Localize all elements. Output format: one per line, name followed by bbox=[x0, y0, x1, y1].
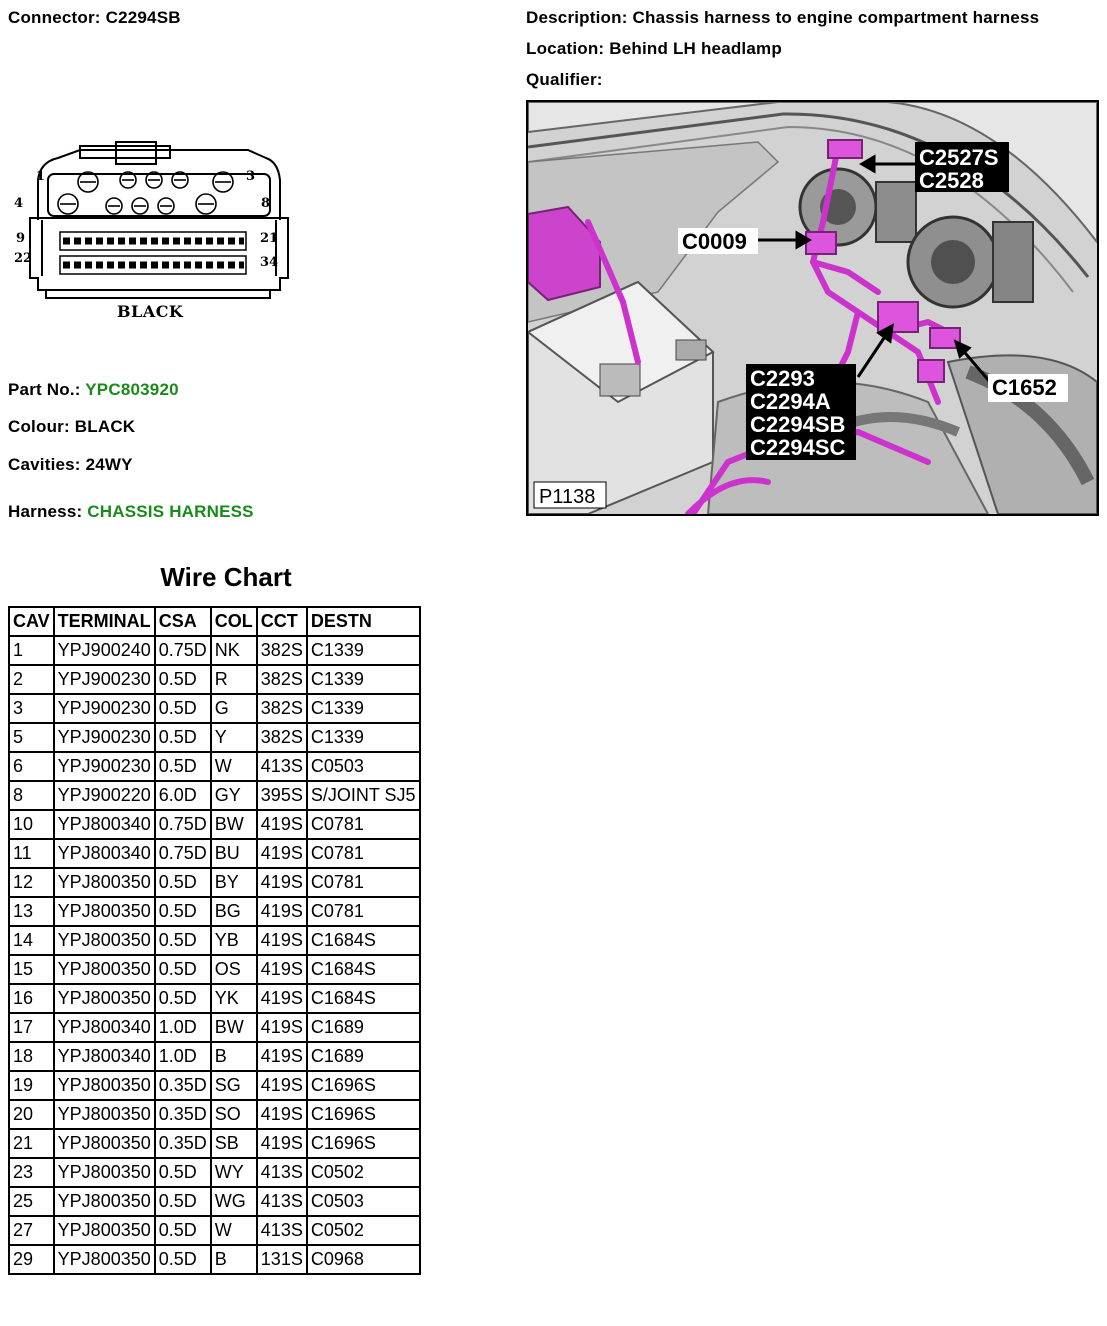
cell-col: NK bbox=[212, 637, 256, 664]
cell-destn[interactable]: C1339 bbox=[308, 666, 419, 693]
table-row bbox=[10, 956, 419, 983]
callout-c2294a: C2294A bbox=[750, 389, 831, 414]
cell-terminal: YPJ800350 bbox=[55, 1072, 154, 1099]
cell-csa: 1.0D bbox=[156, 1043, 210, 1070]
table-row bbox=[10, 1072, 419, 1099]
cell-cct: 382S bbox=[258, 724, 306, 751]
cell-terminal: YPJ900230 bbox=[55, 666, 154, 693]
cell-terminal: YPJ800350 bbox=[55, 1217, 154, 1244]
cell-csa: 0.5D bbox=[156, 869, 210, 896]
col-header-col: COL bbox=[212, 608, 256, 635]
callout-c2294sc: C2294SC bbox=[750, 435, 846, 460]
table-row bbox=[10, 811, 419, 838]
cell-terminal: YPJ900230 bbox=[55, 724, 154, 751]
cell-col: G bbox=[212, 695, 256, 722]
cell-cav: 12 bbox=[10, 869, 53, 896]
pin-label-8: 8 bbox=[261, 196, 271, 211]
cell-cav: 29 bbox=[10, 1246, 53, 1273]
cell-col: WG bbox=[212, 1188, 256, 1215]
table-row bbox=[10, 898, 419, 925]
cell-cav: 27 bbox=[10, 1217, 53, 1244]
cell-terminal: YPJ900230 bbox=[55, 695, 154, 722]
cell-cct: 419S bbox=[258, 811, 306, 838]
cell-col: B bbox=[212, 1246, 256, 1273]
callout-c2293: C2293 bbox=[750, 366, 815, 391]
cell-cct: 413S bbox=[258, 1217, 306, 1244]
cavities bbox=[8, 455, 133, 475]
description-value: Chassis harness to engine compartment harness bbox=[632, 8, 1040, 27]
cell-cct: 419S bbox=[258, 1130, 306, 1157]
col-header-terminal: TERMINAL bbox=[55, 608, 154, 635]
cell-col: R bbox=[212, 666, 256, 693]
cell-col: WY bbox=[212, 1159, 256, 1186]
table-row bbox=[10, 724, 419, 751]
cell-cct: 419S bbox=[258, 1043, 306, 1070]
cell-col: W bbox=[212, 753, 256, 780]
part-no bbox=[8, 380, 179, 400]
cell-destn[interactable]: C0781 bbox=[308, 898, 419, 925]
photo-reference: P1138 bbox=[539, 486, 596, 508]
table-row bbox=[10, 695, 419, 722]
cell-csa: 0.5D bbox=[156, 985, 210, 1012]
cell-terminal: YPJ800350 bbox=[55, 927, 154, 954]
cell-csa: 0.75D bbox=[156, 637, 210, 664]
callout-c2294sb: C2294SB bbox=[750, 412, 846, 437]
cell-destn[interactable]: C0781 bbox=[308, 811, 419, 838]
description-label: Description: bbox=[526, 8, 628, 27]
table-row bbox=[10, 1188, 419, 1215]
wire-chart-title: Wire Chart bbox=[160, 562, 292, 592]
table-row bbox=[10, 1217, 419, 1244]
connector-id bbox=[8, 8, 181, 28]
table-row bbox=[10, 1246, 419, 1273]
cell-destn[interactable]: C1684S bbox=[308, 985, 419, 1012]
pin-label-21: 21 bbox=[260, 231, 279, 246]
cell-terminal: YPJ800350 bbox=[55, 869, 154, 896]
table-row bbox=[10, 753, 419, 780]
col-header-destn: DESTN bbox=[308, 608, 419, 635]
part-no-link[interactable]: YPC803920 bbox=[85, 380, 179, 399]
cell-terminal: YPJ800350 bbox=[55, 1159, 154, 1186]
cell-destn[interactable]: C0502 bbox=[308, 1159, 419, 1186]
cell-terminal: YPJ800340 bbox=[55, 840, 154, 867]
cell-cct: 413S bbox=[258, 1159, 306, 1186]
cell-cav: 8 bbox=[10, 782, 53, 809]
cell-col: GY bbox=[212, 782, 256, 809]
cell-cav: 16 bbox=[10, 985, 53, 1012]
cell-csa: 0.5D bbox=[156, 724, 210, 751]
cell-destn[interactable]: C1339 bbox=[308, 724, 419, 751]
callout-c1652: C1652 bbox=[992, 375, 1057, 400]
table-row bbox=[10, 1043, 419, 1070]
cell-csa: 0.75D bbox=[156, 811, 210, 838]
cell-csa: 0.35D bbox=[156, 1101, 210, 1128]
table-row bbox=[10, 782, 419, 809]
table-row bbox=[10, 927, 419, 954]
connector-value: C2294SB bbox=[105, 8, 181, 27]
location-label: Location: bbox=[526, 39, 605, 58]
cell-cav: 18 bbox=[10, 1043, 53, 1070]
cell-csa: 0.5D bbox=[156, 1217, 210, 1244]
cell-terminal: YPJ800350 bbox=[55, 898, 154, 925]
cell-cav: 17 bbox=[10, 1014, 53, 1041]
cell-cct: 419S bbox=[258, 927, 306, 954]
cell-cav: 25 bbox=[10, 1188, 53, 1215]
cell-destn[interactable]: C0503 bbox=[308, 1188, 419, 1215]
cell-col: OS bbox=[212, 956, 256, 983]
cell-cct: 419S bbox=[258, 1072, 306, 1099]
cell-col: YK bbox=[212, 985, 256, 1012]
table-row bbox=[10, 1159, 419, 1186]
cell-destn[interactable]: C1689 bbox=[308, 1043, 419, 1070]
table-row bbox=[10, 1014, 419, 1041]
cell-cav: 3 bbox=[10, 695, 53, 722]
qualifier bbox=[526, 70, 603, 90]
cell-cct: 413S bbox=[258, 1188, 306, 1215]
cell-terminal: YPJ800350 bbox=[55, 956, 154, 983]
cell-cct: 382S bbox=[258, 666, 306, 693]
cell-terminal: YPJ900220 bbox=[55, 782, 154, 809]
cell-terminal: YPJ900230 bbox=[55, 753, 154, 780]
cell-csa: 0.5D bbox=[156, 898, 210, 925]
cell-col: W bbox=[212, 1217, 256, 1244]
cell-terminal: YPJ800340 bbox=[55, 1014, 154, 1041]
table-header-row bbox=[10, 608, 419, 635]
table-row bbox=[10, 985, 419, 1012]
cell-col: BU bbox=[212, 840, 256, 867]
cell-csa: 0.5D bbox=[156, 927, 210, 954]
cell-destn[interactable]: S/JOINT SJ5 bbox=[308, 782, 419, 809]
cell-cct: 419S bbox=[258, 956, 306, 983]
harness-link[interactable]: CHASSIS HARNESS bbox=[87, 502, 254, 521]
cell-terminal: YPJ800350 bbox=[55, 985, 154, 1012]
part-no-label: Part No.: bbox=[8, 380, 81, 399]
cell-col: BG bbox=[212, 898, 256, 925]
cell-destn[interactable]: C1689 bbox=[308, 1014, 419, 1041]
wire-chart-table bbox=[8, 606, 421, 1275]
table-row bbox=[10, 1130, 419, 1157]
cell-col: Y bbox=[212, 724, 256, 751]
cell-cav: 5 bbox=[10, 724, 53, 751]
cell-col: BY bbox=[212, 869, 256, 896]
callout-c2528: C2528 bbox=[919, 168, 984, 193]
cell-col: SB bbox=[212, 1130, 256, 1157]
cell-terminal: YPJ800350 bbox=[55, 1130, 154, 1157]
table-row bbox=[10, 840, 419, 867]
cell-terminal: YPJ800350 bbox=[55, 1246, 154, 1273]
cell-cav: 2 bbox=[10, 666, 53, 693]
cavities-label: Cavities: bbox=[8, 455, 81, 474]
cell-csa: 0.5D bbox=[156, 1246, 210, 1273]
cell-cct: 419S bbox=[258, 898, 306, 925]
cell-destn[interactable]: C1684S bbox=[308, 927, 419, 954]
location bbox=[526, 39, 782, 59]
cell-cct: 395S bbox=[258, 782, 306, 809]
cell-cct: 382S bbox=[258, 695, 306, 722]
cell-csa: 0.75D bbox=[156, 840, 210, 867]
cavities-value: 24WY bbox=[85, 455, 133, 474]
cell-cct: 413S bbox=[258, 753, 306, 780]
cell-col: SG bbox=[212, 1072, 256, 1099]
cell-cav: 6 bbox=[10, 753, 53, 780]
pin-label-22: 22 bbox=[14, 251, 33, 266]
pin-label-3: 3 bbox=[246, 169, 256, 184]
cell-destn[interactable]: C1339 bbox=[308, 695, 419, 722]
cell-terminal: YPJ800340 bbox=[55, 1043, 154, 1070]
cell-csa: 0.35D bbox=[156, 1130, 210, 1157]
cell-destn[interactable]: C0781 bbox=[308, 840, 419, 867]
cell-cct: 419S bbox=[258, 1014, 306, 1041]
cell-cav: 14 bbox=[10, 927, 53, 954]
cell-cav: 23 bbox=[10, 1159, 53, 1186]
cell-cct: 419S bbox=[258, 985, 306, 1012]
cell-cct: 419S bbox=[258, 869, 306, 896]
colour-value: BLACK bbox=[74, 417, 136, 436]
cell-cct: 382S bbox=[258, 637, 306, 664]
cell-destn[interactable]: C1696S bbox=[308, 1101, 419, 1128]
location-photo bbox=[526, 100, 1099, 516]
cell-csa: 0.5D bbox=[156, 956, 210, 983]
colour-label: Colour: bbox=[8, 417, 70, 436]
qualifier-label: Qualifier: bbox=[526, 70, 603, 89]
table-row bbox=[10, 637, 419, 664]
cell-destn[interactable]: C1696S bbox=[308, 1072, 419, 1099]
cell-col: SO bbox=[212, 1101, 256, 1128]
cell-cav: 11 bbox=[10, 840, 53, 867]
cell-terminal: YPJ800350 bbox=[55, 1188, 154, 1215]
cell-destn[interactable]: C1684S bbox=[308, 956, 419, 983]
cell-cct: 419S bbox=[258, 840, 306, 867]
callout-c2527s: C2527S bbox=[919, 145, 999, 170]
cell-csa: 0.5D bbox=[156, 666, 210, 693]
cell-col: YB bbox=[212, 927, 256, 954]
location-value: Behind LH headlamp bbox=[609, 39, 782, 58]
cell-cav: 1 bbox=[10, 637, 53, 664]
cell-col: BW bbox=[212, 1014, 256, 1041]
connector-label: Connector: bbox=[8, 8, 101, 27]
description bbox=[526, 8, 1039, 28]
cell-terminal: YPJ900240 bbox=[55, 637, 154, 664]
cell-csa: 0.5D bbox=[156, 1159, 210, 1186]
col-header-csa: CSA bbox=[156, 608, 210, 635]
cell-destn[interactable]: C1339 bbox=[308, 637, 419, 664]
cell-cav: 21 bbox=[10, 1130, 53, 1157]
table-row bbox=[10, 869, 419, 896]
harness bbox=[8, 502, 254, 522]
cell-cav: 15 bbox=[10, 956, 53, 983]
cell-cav: 13 bbox=[10, 898, 53, 925]
pin-label-9: 9 bbox=[16, 231, 26, 246]
cell-destn[interactable]: C1696S bbox=[308, 1130, 419, 1157]
cell-terminal: YPJ800350 bbox=[55, 1101, 154, 1128]
colour bbox=[8, 417, 135, 437]
cell-col: BW bbox=[212, 811, 256, 838]
cell-destn[interactable]: C0968 bbox=[308, 1246, 419, 1273]
pin-label-1: 1 bbox=[36, 169, 46, 184]
pin-label-34: 34 bbox=[260, 255, 279, 270]
cell-csa: 0.35D bbox=[156, 1072, 210, 1099]
cell-cav: 20 bbox=[10, 1101, 53, 1128]
cell-cct: 131S bbox=[258, 1246, 306, 1273]
cell-terminal: YPJ800340 bbox=[55, 811, 154, 838]
callout-c0009: C0009 bbox=[682, 229, 747, 254]
cell-cav: 19 bbox=[10, 1072, 53, 1099]
diagram-colour-label: BLACK bbox=[117, 302, 184, 321]
cell-csa: 0.5D bbox=[156, 1188, 210, 1215]
table-row bbox=[10, 1101, 419, 1128]
cell-col: B bbox=[212, 1043, 256, 1070]
cell-cav: 10 bbox=[10, 811, 53, 838]
cell-csa: 1.0D bbox=[156, 1014, 210, 1041]
cell-csa: 0.5D bbox=[156, 753, 210, 780]
pin-label-4: 4 bbox=[14, 196, 24, 211]
table-row bbox=[10, 666, 419, 693]
cell-destn[interactable]: C0503 bbox=[308, 753, 419, 780]
cell-csa: 0.5D bbox=[156, 695, 210, 722]
harness-label: Harness: bbox=[8, 502, 83, 521]
col-header-cct: CCT bbox=[258, 608, 306, 635]
cell-destn[interactable]: C0502 bbox=[308, 1217, 419, 1244]
cell-csa: 6.0D bbox=[156, 782, 210, 809]
col-header-cav: CAV bbox=[10, 608, 53, 635]
cell-cct: 419S bbox=[258, 1101, 306, 1128]
cell-destn[interactable]: C0781 bbox=[308, 869, 419, 896]
